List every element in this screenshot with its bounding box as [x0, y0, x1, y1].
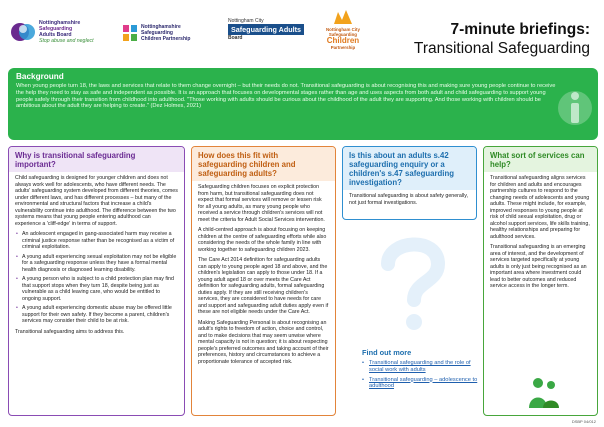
background-banner: [8, 68, 598, 140]
logo-line: Nottinghamshire: [39, 20, 81, 26]
link-adolescence-to-adulthood[interactable]: • Transitional safeguarding – adolescence to adulthood: [362, 377, 478, 391]
children-partnership-logo-mark: [122, 24, 138, 42]
why-important-list: [15, 231, 178, 325]
logo-line: Safeguarding: [39, 26, 73, 32]
enquiry-body: [343, 190, 476, 213]
city-children-text: [326, 27, 360, 50]
list-item: • A young person who is subject to a child protection plan may find that support stops when they turn 18, despite being just as vulnerable as a child leaving care, who would be entitled to ongoing support.: [15, 276, 178, 302]
logo-line: Partnership: [330, 45, 356, 50]
why-important-heading: Why is transitional safeguarding important?: [9, 147, 184, 172]
how-fit-paragraph: Making Safeguarding Personal is about recognising an adult's rights to freedom of action, choice and control, and to make decisions that may seem unwise where mental capacity is not in question; it is about respecting people's preferred outcomes and taking account of their preferences, history and circumstances to achieve a proportionate tolerance of accepted risk.: [198, 319, 329, 365]
services-paragraph: Transitional safeguarding aligns services for children and adults and encourages partnership cultures to respond to the changing needs of adolescents and young adults. These might include, for example, improved responses to young people at risk of child sexual exploitation, drug or alcohol support services, life skills training, healthy relationships and preparing for adulthood services.: [490, 175, 590, 240]
question-mark-icon: [370, 228, 456, 338]
why-important-body: [9, 172, 184, 342]
how-fit-body: [192, 181, 335, 372]
adults-board-logo-mark: [10, 20, 36, 44]
how-fit-paragraph: Safeguarding children focuses on explicit protection from harm, but transitional safeguarding does not expect that formal services will remove or lessen risk for all young adults, as many young people who received a service through children's services will not meet the criteria for Adult Social Services intervention.: [198, 184, 325, 223]
logo-tagline: Stop abuse and neglect: [39, 38, 94, 44]
list-item: • A young adult experiencing sexual exploitation may not be eligible for a safeguarding response unless they have a formal mental health diagnosis or diagnosed learning disability.: [15, 254, 178, 274]
people-support-icon: [525, 376, 563, 410]
logo-line: Safeguarding Adults: [228, 24, 304, 35]
why-important-outro: Transitional safeguarding aims to address this.: [15, 328, 125, 335]
how-fit-heading: How does this fit with safeguarding children and safeguarding adults?: [192, 147, 335, 181]
header: [0, 0, 604, 66]
logo-city-adults-board: [228, 18, 304, 41]
enquiry-panel: [342, 146, 477, 220]
city-children-logo-mark: [332, 8, 354, 26]
page-title: [414, 20, 590, 59]
logo-line: Nottingham City: [228, 18, 264, 24]
children-partnership-text: [141, 24, 190, 42]
enquiry-heading: Is this about an adults s.42 safeguarding enquiry or a children's s.47 safeguarding investigation?: [343, 147, 476, 190]
adults-board-text: [39, 20, 94, 44]
find-out-more: [362, 348, 478, 393]
logo-line: Adults Board: [39, 32, 72, 38]
logo-line: Nottingham City: [326, 27, 360, 32]
why-important-panel: [8, 146, 185, 416]
title-line-2: Transitional Safeguarding: [413, 40, 590, 57]
link-social-work-with-adults[interactable]: • Transitional safeguarding and the role of social work with adults: [362, 360, 478, 374]
how-fit-paragraph: The Care Act 2014 definition for safeguarding adults can apply to young people aged 18 and above, and the children's legislation can apply to those under 18. If a young adult aged 18 or over meets the Care Act definition for safeguarding adults, formal safeguarding duties apply. If they are still receiving children's services, they are considered to have needs for care and support and safeguarding adult duties apply even if these are not eligible needs under the Care Act.: [198, 257, 329, 315]
logo-line: Safeguarding: [328, 32, 357, 37]
enquiry-text: Transitional safeguarding is about safety generally, not just formal investigations.: [349, 193, 468, 206]
services-body: [484, 172, 597, 297]
logo-line: Safeguarding: [141, 30, 173, 36]
logo-line: Board: [228, 35, 243, 41]
background-text: When young people turn 18, the laws and services that relate to them change overnight – but their needs do not. Transitional safeguarding is about recognising this and making sure young people continue to receive the help they need to stay as safe and independent as possible. It is an approach that focuses on developmental stages rather than age and uses aspects from both adult and child safeguarding to support young people safely through their transition from childhood into adulthood. "Those working with adults should be curious about the childhood of the adult they are supporting. And those working with children should be ambitious about the adult they are helping to create." (Dez Holmes, 2021): [16, 83, 556, 110]
logo-adults-board: [10, 20, 94, 44]
logo-children-partnership: [122, 24, 190, 42]
title-line-1: 7-minute briefings:: [450, 21, 590, 38]
logo-line: Nottinghamshire: [141, 24, 181, 30]
document-code: DSBP 04/012: [571, 419, 596, 424]
why-important-intro: Child safeguarding is designed for younger children and does not always work well for adolescents, who have different needs. The adults' safeguarding system developed from different theories, comes under different laws, and has different processes – but many of the environmental and structural factors that increase a child's vulnerability continue into adulthood. The difference between the two systems means that young people entering adulthood can experience a 'cliff-edge' in terms of support.: [15, 175, 178, 227]
how-fit-panel: [191, 146, 336, 416]
find-out-more-heading: Find out more: [362, 348, 412, 357]
info-icon: [558, 82, 592, 134]
how-fit-paragraph: A child-centred approach is about focusing on keeping children at the centre of safeguarding efforts while also considering the needs of the whole family in line with working together to safeguarding children 2023.: [198, 227, 327, 253]
logo-line: Children Partnership: [141, 36, 191, 42]
background-heading: Background: [16, 72, 64, 81]
list-item: • An adolescent engaged in gang-associated harm may receive a criminal justice response rather than be recognised as a victim of criminal exploitation.: [15, 231, 178, 251]
services-paragraph: Transitional safeguarding is an emerging area of interest, and the development of services targeted specifically at young adults is only just being recognised as an important area where investment could lead to better outcomes and reduced service access in the longer term.: [490, 244, 587, 289]
services-heading: What sort of services can help?: [484, 147, 597, 172]
logo-line: Children: [326, 36, 360, 45]
list-item: • A young adult experiencing domestic abuse may be offered little support for their own safety. If they become a parent, children's services may consider their child to be at risk.: [15, 305, 178, 325]
logo-city-children: [326, 8, 360, 50]
